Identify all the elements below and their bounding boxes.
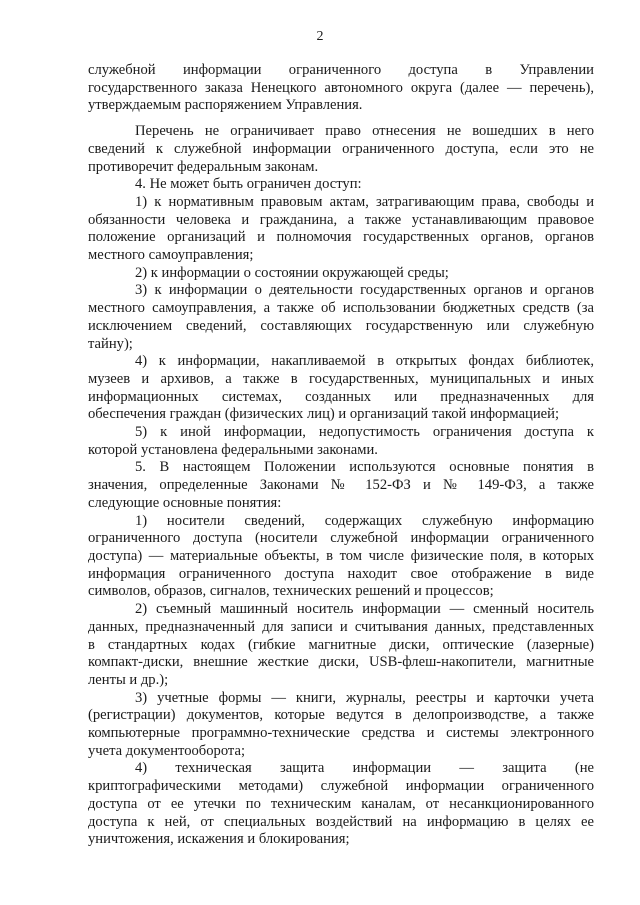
text-line: 2) к информации о состоянии окружающей среды;: [135, 264, 449, 281]
text-line: Перечень не ограничивает право отнесения не вошедших в него: [135, 123, 594, 140]
clause-5-item-4: [88, 760, 594, 849]
clause-5-heading: [88, 459, 594, 512]
text-line: музеев и архивов, а также в государственных, муниципальных и иных: [88, 370, 594, 387]
text-line: компьютерные программно-технические средства и системы электронного: [88, 725, 594, 742]
document-body: [88, 62, 594, 849]
text-line: учета документооборота;: [88, 742, 246, 759]
text-line: противоречит федеральным законам.: [88, 158, 319, 175]
text-line: положение организаций и полномочия государственных органов, органов: [88, 229, 594, 246]
paragraph-list-continuation: [88, 62, 594, 115]
text-line: ограниченного доступа (носители служебной информации ограниченного: [88, 530, 594, 547]
text-line: доступа от ее утечки по техническим каналам, от несанкционированного: [88, 795, 594, 812]
text-line: 3) к информации о деятельности государственных органов и органов: [135, 282, 594, 299]
text-line: 1) носители сведений, содержащих служебную информацию: [135, 512, 594, 529]
text-line: (регистрации) документов, которые ведутся в делопроизводстве, а также: [88, 707, 594, 724]
clause-4-item-3: [88, 282, 594, 353]
text-line: обязанности человека и гражданина, а также устанавливающим правовое: [88, 211, 594, 228]
text-line: 2) съемный машинный носитель информации — сменный носитель: [135, 601, 594, 618]
text-line: ленты и др.);: [88, 671, 169, 688]
text-line: информационных системах, созданных или предназначенных для: [88, 388, 594, 405]
text-line: доступа) — материальные объекты, в том числе физические поля, в которых: [88, 547, 594, 564]
text-line: служебной информации ограниченного доступа в Управлении: [88, 62, 594, 78]
text-line: значения, определенные Законами № 152-ФЗ и № 149-ФЗ, а также: [88, 477, 594, 494]
text-line: символов, образов, сигналов, технических решений и процессов;: [88, 583, 494, 600]
text-line: 5) к иной информации, недопустимость ограничения доступа к: [135, 424, 594, 441]
text-line: 3) учетные формы — книги, журналы, реестры и карточки учета: [135, 689, 594, 706]
text-line: информация ограниченного доступа находит свое отображение в виде: [88, 565, 594, 582]
text-line: компакт-диски, внешние жесткие диски, USB-флеш-накопители, магнитные: [88, 654, 594, 671]
text-line: криптографическими методами) служебной информации ограниченного: [88, 778, 594, 795]
clause-4-heading: [88, 176, 594, 194]
text-line: которой установлена федеральными законами.: [88, 441, 378, 458]
clause-5-item-1: [88, 513, 594, 602]
clause-4-item-1: [88, 194, 594, 265]
text-line: исключением сведений, составляющих государственную или служебную: [88, 317, 594, 334]
clause-4-item-2: [88, 265, 594, 283]
clause-5-item-2: [88, 601, 594, 690]
text-line: обеспечения граждан (физических лиц) и организаций такой информацией;: [88, 406, 560, 423]
text-line: утверждаемым распоряжением Управления.: [88, 97, 363, 114]
clause-5-item-3: [88, 690, 594, 761]
text-line: местного самоуправления, а также об использовании бюджетных средств (за: [88, 300, 594, 317]
text-line: сведений к служебной информации ограниченного доступа, если это не: [88, 140, 594, 157]
text-line: тайну);: [88, 335, 133, 352]
text-line: 1) к нормативным правовым актам, затрагивающим права, свободы и: [135, 193, 594, 210]
text-line: 4. Не может быть ограничен доступ:: [135, 176, 362, 193]
clause-4-item-5: [88, 424, 594, 459]
text-line: уничтожения, искажения и блокирования;: [88, 831, 350, 848]
text-line: доступа к ней, от специальных воздействий на информацию в целях ее: [88, 813, 594, 830]
text-line: государственного заказа Ненецкого автономного округа (далее — перечень),: [88, 79, 594, 96]
text-line: в стандартных кодах (гибкие магнитные диски, оптические (лазерные): [88, 636, 594, 653]
clause-4-item-4: [88, 353, 594, 424]
page-number: 2: [316, 29, 324, 44]
text-line: местного самоуправления;: [88, 247, 254, 264]
paragraph-list-scope: [88, 123, 594, 176]
text-line: 4) к информации, накапливаемой в открытых фондах библиотек,: [135, 353, 594, 370]
text-line: следующие основные понятия:: [88, 494, 282, 511]
text-line: данных, предназначенный для записи и считывания данных, представленных: [88, 618, 594, 635]
text-line: 5. В настоящем Положении используются основные понятия в: [135, 459, 594, 476]
text-line: 4) техническая защита информации — защита (не: [135, 760, 594, 777]
